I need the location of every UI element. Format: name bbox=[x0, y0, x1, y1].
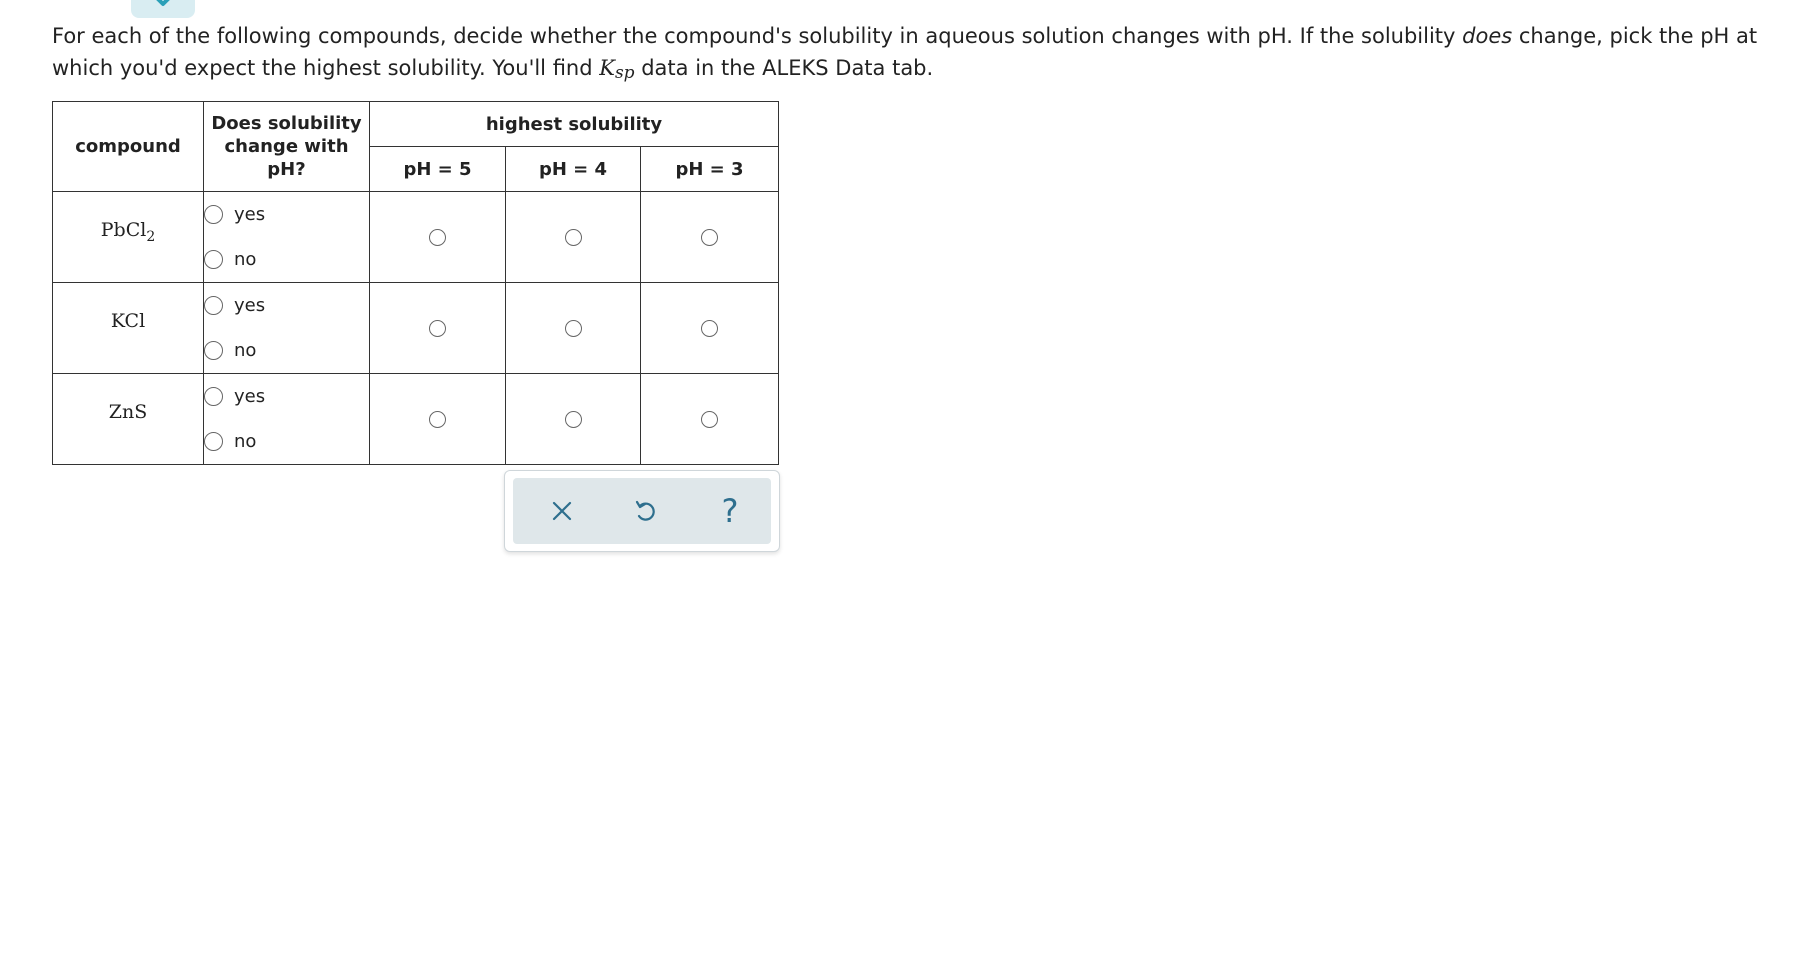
compound-name: PbCl$_2$ bbox=[100, 219, 156, 245]
emphasis-text: does bbox=[1462, 24, 1513, 48]
radio-yes[interactable] bbox=[204, 387, 223, 406]
radio-ph-5[interactable] bbox=[429, 320, 446, 337]
undo-button[interactable] bbox=[630, 495, 662, 527]
header-ph-3: pH = 3 bbox=[641, 147, 779, 192]
clear-button[interactable] bbox=[546, 495, 578, 527]
collapse-tab[interactable] bbox=[131, 0, 195, 18]
solubility-table bbox=[52, 101, 779, 465]
ksp-symbol: $K_{sp}$ bbox=[599, 56, 635, 83]
changes-no-option[interactable]: no bbox=[204, 419, 369, 464]
changes-yes-option[interactable]: yes bbox=[204, 374, 369, 419]
close-icon bbox=[551, 500, 573, 522]
compound-name: KCl bbox=[110, 310, 146, 333]
toolbar-panel bbox=[513, 478, 771, 544]
header-ph-5: pH = 5 bbox=[370, 147, 506, 192]
undo-icon bbox=[633, 498, 659, 524]
table-row bbox=[53, 192, 779, 283]
chevron-down-icon bbox=[153, 0, 173, 8]
table-row bbox=[53, 374, 779, 465]
changes-no-option[interactable]: no bbox=[204, 237, 369, 282]
compound-name: ZnS bbox=[108, 401, 148, 424]
radio-yes[interactable] bbox=[204, 296, 223, 315]
header-changes-with-ph: Does solubility change with pH? bbox=[204, 102, 370, 192]
radio-ph-4[interactable] bbox=[565, 320, 582, 337]
header-ph-4: pH = 4 bbox=[506, 147, 641, 192]
radio-no[interactable] bbox=[204, 432, 223, 451]
question-prompt: For each of the following compounds, decide whether the compound's solubility in aqueous solution changes with pH. If the solubility does change, pick the pH at which you'd expect the highest solubility. You'll find $K_{sp}$ data in the ALEKS Data tab. bbox=[52, 24, 1758, 83]
radio-ph-3[interactable] bbox=[701, 320, 718, 337]
answer-toolbar bbox=[504, 470, 780, 552]
help-icon: ? bbox=[721, 492, 739, 530]
help-button[interactable] bbox=[714, 492, 746, 530]
radio-yes[interactable] bbox=[204, 205, 223, 224]
header-highest-solubility: highest solubility bbox=[370, 102, 779, 147]
radio-ph-4[interactable] bbox=[565, 229, 582, 246]
radio-ph-4[interactable] bbox=[565, 411, 582, 428]
changes-yes-option[interactable]: yes bbox=[204, 283, 369, 328]
radio-ph-5[interactable] bbox=[429, 229, 446, 246]
changes-yes-option[interactable]: yes bbox=[204, 192, 369, 237]
changes-no-option[interactable]: no bbox=[204, 328, 369, 373]
table-row bbox=[53, 283, 779, 374]
radio-no[interactable] bbox=[204, 250, 223, 269]
radio-no[interactable] bbox=[204, 341, 223, 360]
radio-ph-5[interactable] bbox=[429, 411, 446, 428]
radio-ph-3[interactable] bbox=[701, 411, 718, 428]
radio-ph-3[interactable] bbox=[701, 229, 718, 246]
header-compound: compound bbox=[53, 102, 204, 192]
